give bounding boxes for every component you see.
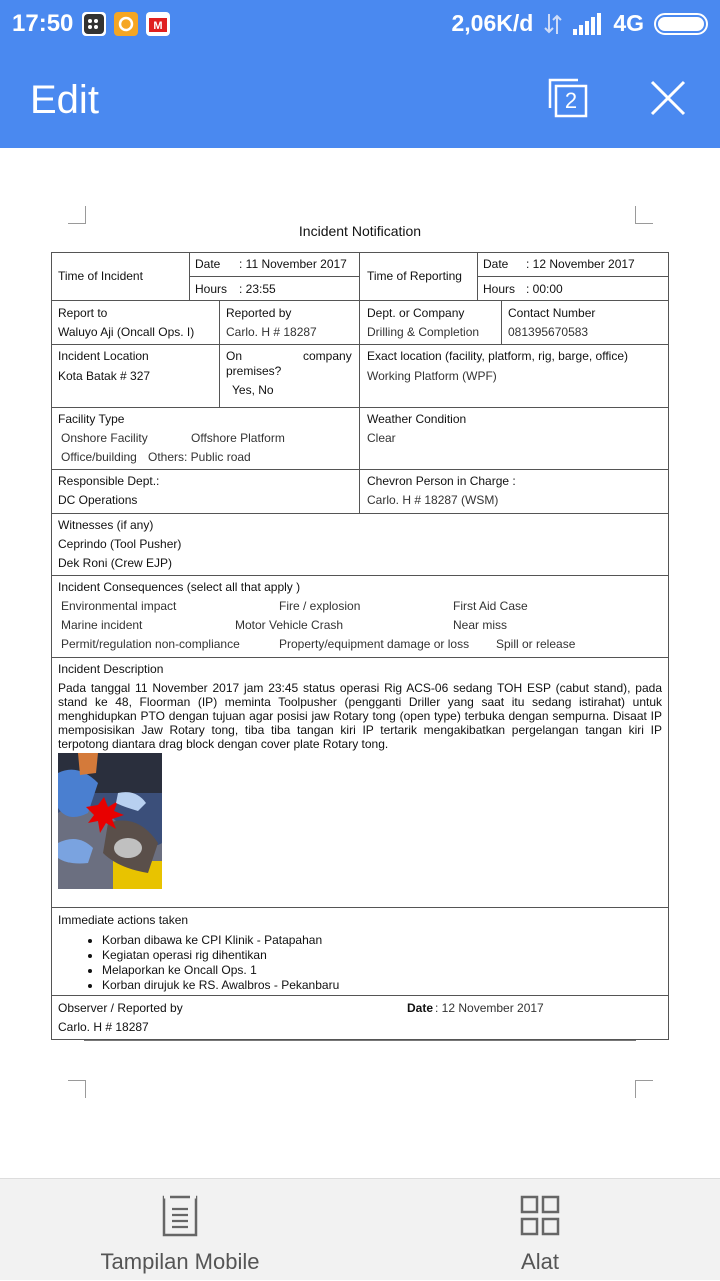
time-of-incident-label: Time of Incident (58, 269, 143, 283)
dept: Drilling & Completion (367, 325, 480, 339)
status-right (451, 10, 708, 37)
consequence-option: Fire / explosion (279, 599, 361, 613)
witnesses-label: Witnesses (if any) (58, 518, 154, 532)
observer-date: : 12 November 2017 (435, 1001, 544, 1015)
tools-label: Alat (521, 1249, 559, 1274)
report-to-label: Report to (58, 306, 108, 320)
grid-icon (520, 1195, 560, 1237)
list-item: • Korban dirujuk ke RS. Awalbros - Pekanbaru (102, 978, 339, 993)
chat-icon (114, 12, 138, 36)
reporting-date: : 12 November 2017 (526, 257, 635, 271)
weather-label: Weather Condition (367, 412, 467, 426)
svg-text:M: M (153, 20, 163, 32)
on-premises-value: Yes, No (232, 383, 274, 397)
witness: Dek Roni (Crew EJP) (58, 556, 173, 570)
exact-location-label: Exact location (facility, platform, rig, barge, office) (367, 349, 628, 363)
page-footer-line (84, 1040, 636, 1041)
observer-label: Observer / Reported by (58, 1001, 183, 1015)
chevron-pic: Carlo. H # 18287 (WSM) (367, 493, 499, 507)
page-corner-mark (635, 206, 653, 224)
page-corner-mark (68, 206, 86, 224)
data-arrows-icon (543, 12, 563, 36)
facility-option: Onshore Facility (61, 431, 148, 445)
incident-date: : 11 November 2017 (239, 257, 347, 271)
witness: Ceprindo (Tool Pusher) (58, 537, 182, 551)
signal-icon (573, 13, 603, 35)
actions-label: Immediate actions taken (58, 913, 189, 927)
description-label: Incident Description (58, 662, 164, 676)
consequence-option: Spill or release (496, 637, 576, 651)
weather: Clear (367, 431, 396, 445)
actions-list (80, 933, 339, 993)
network-speed: 2,06K/d (451, 10, 534, 36)
observer-date-label: Date (407, 1001, 434, 1015)
pages-button[interactable] (546, 76, 590, 120)
exact-location: Working Platform (WPF) (367, 369, 497, 383)
reporting-hours: : 00:00 (526, 282, 563, 296)
network-type: 4G (613, 10, 644, 36)
time-of-reporting-label: Time of Reporting (367, 269, 462, 283)
page-count: 2 (564, 88, 578, 113)
incident-description: Pada tanggal 11 November 2017 jam 23:45 status operasi Rig ACS-06 sedang TOH ESP (cabut stand), pada stand ke 48, Floorman (IP) meminta Toolpusher (pengganti Driller yang saat itu sedang istirahat) untuk menghidupkan PTO dengan tujuan agar posisi jaw Rotary tong (open type) terbuka dengan sempurna. Disaat IP memposisikan Jaw Rotary tong, tiba tiba tangan kiri IP tertarik mengakibatkan pergelangan tangan kiri IP terpotong diantara drag block dengan cover plate Rotary tong. (58, 681, 662, 751)
consequence-option: Near miss (453, 618, 508, 632)
incident-hours-label: Hours (195, 282, 228, 296)
consequence-option: Motor Vehicle Crash (235, 618, 344, 632)
status-time: 17:50 (12, 10, 74, 37)
mobile-view-label: Tampilan Mobile (100, 1249, 260, 1274)
incident-photo (58, 753, 162, 889)
incident-hours: : 23:55 (239, 282, 276, 296)
page-title: Edit (30, 78, 99, 122)
close-icon[interactable] (648, 78, 688, 118)
status-bar (0, 0, 720, 50)
app-bar (0, 50, 720, 148)
consequence-option: Permit/regulation non-compliance (61, 637, 240, 651)
list-item: • Korban dibawa ke CPI Klinik - Patapahan (102, 933, 339, 948)
observer: Carlo. H # 18287 (58, 1020, 149, 1034)
facility-type-label: Facility Type (58, 412, 125, 426)
responsible-dept-label: Responsible Dept.: (58, 474, 160, 488)
reported-by-label: Reported by (226, 306, 292, 320)
incident-form (51, 252, 669, 1040)
report-to: Waluyo Aji (Oncall Ops. I) (58, 325, 195, 339)
list-item: • Kegiatan operasi rig dihentikan (102, 948, 339, 963)
on-premises-label: company (303, 349, 352, 363)
contact-label: Contact Number (508, 306, 596, 320)
document-list-icon (160, 1195, 200, 1237)
contact: 081395670583 (508, 325, 589, 339)
incident-date-label: Date (195, 257, 221, 271)
mobile-view-button[interactable] (0, 1179, 360, 1281)
consequence-option: Property/equipment damage or loss (279, 637, 470, 651)
bottom-bar (0, 1178, 720, 1280)
facility-option: Others: Public road (148, 450, 251, 464)
on-premises-label: On (226, 349, 243, 363)
incident-location-label: Incident Location (58, 349, 149, 363)
reporting-hours-label: Hours (483, 282, 516, 296)
document-view[interactable] (0, 148, 720, 1178)
dept-label: Dept. or Company (367, 306, 465, 320)
reported-by: Carlo. H # 18287 (226, 325, 317, 339)
page-corner-mark (635, 1080, 653, 1098)
facility-option: Office/building (61, 450, 137, 464)
form-title: Incident Notification (298, 223, 422, 239)
consequences-label: Incident Consequences (select all that apply ) (58, 580, 301, 594)
consequence-option: Marine incident (61, 618, 143, 632)
incident-location: Kota Batak # 327 (58, 369, 151, 383)
facility-option: Offshore Platform (191, 431, 285, 445)
page-corner-mark (68, 1080, 86, 1098)
consequence-option: First Aid Case (453, 599, 528, 613)
responsible-dept: DC Operations (58, 493, 138, 507)
bbm-icon (82, 12, 106, 36)
chevron-pic-label: Chevron Person in Charge : (367, 474, 516, 488)
reporting-date-label: Date (483, 257, 509, 271)
on-premises-label: premises? (226, 364, 282, 378)
list-item: • Melaporkan ke Oncall Ops. 1 (102, 963, 339, 978)
tools-button[interactable] (360, 1179, 720, 1281)
consequence-option: Environmental impact (61, 599, 177, 613)
shop-icon (146, 12, 170, 36)
battery-icon (654, 13, 708, 35)
